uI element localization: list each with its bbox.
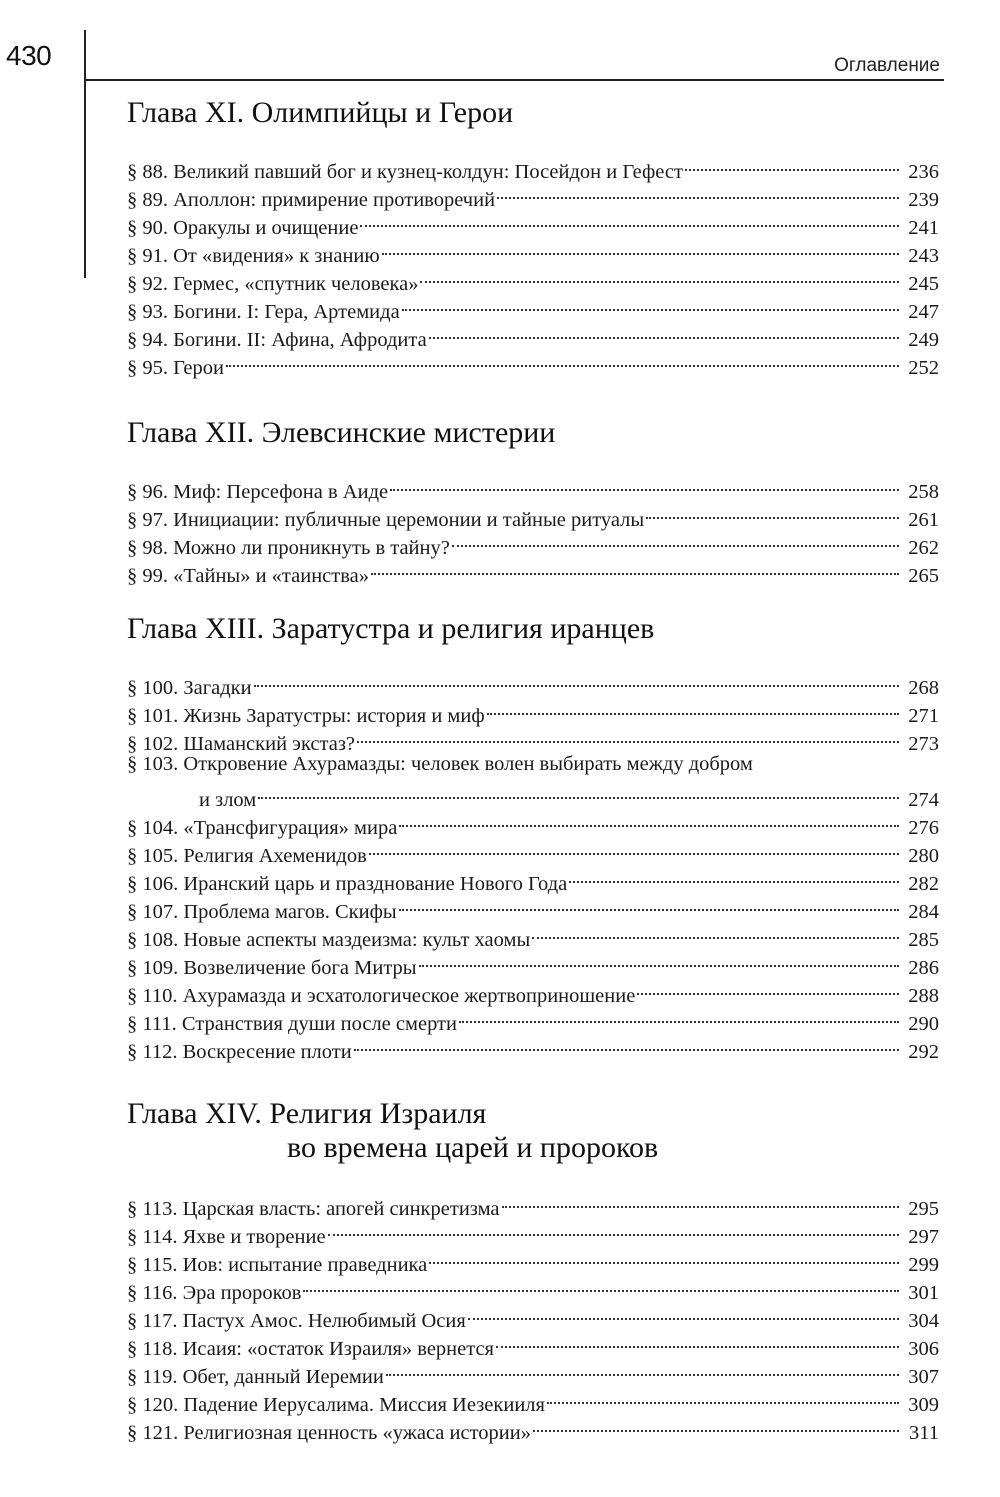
toc-entry[interactable] [127,666,939,699]
entry-title: § 93. Богини. I: Гера, Артемида [127,301,400,323]
dot-leader [386,1355,899,1383]
entry-page: 304 [908,1310,939,1332]
dot-leader [637,974,899,1002]
entry-title: § 100. Загадки [127,677,252,699]
dot-leader [646,498,899,526]
chapter-section [127,416,939,587]
entry-page: 292 [908,1041,939,1063]
dot-leader [382,234,899,262]
toc-entry[interactable] [127,470,939,503]
entry-page: 252 [908,357,939,379]
entry-page: 243 [908,245,939,267]
entry-page: 262 [908,537,939,559]
chapter-section [127,1097,939,1444]
entry-title: § 88. Великий павший бог и кузнец-колдун: Посейдон и Гефест [127,161,683,183]
dot-leader [303,1271,899,1299]
entry-title: § 110. Ахурамазда и эсхатологическое жертвоприношение [127,985,636,1007]
entry-title: § 104. «Трансфигурация» мира [127,817,398,839]
entry-title: § 107. Проблема магов. Скифы [127,901,397,923]
dot-leader [502,1187,899,1215]
chapter-title: Глава XII. Элевсинские мистерии [127,416,556,449]
entry-page: 295 [908,1198,939,1220]
toc-entry[interactable] [127,150,939,183]
entry-title: § 111. Странствия души после смерти [127,1013,457,1035]
entry-page: 284 [908,901,939,923]
entry-page: 258 [908,481,939,503]
running-head: Оглавление [834,55,940,76]
entry-page: 297 [908,1226,939,1248]
entry-title: § 103. Откровение Ахурамазды: человек волен выбирать между добром [127,753,753,775]
entry-page: 245 [908,273,939,295]
entry-title: § 102. Шаманский экстаз? [127,733,356,755]
entry-page: 285 [908,929,939,951]
dot-leader [547,1383,899,1411]
entry-list [127,666,939,1063]
entry-title-continuation: и злом [199,789,257,811]
dot-leader [369,834,899,862]
entry-page: 239 [908,189,939,211]
entry-title: § 99. «Тайны» и «таинства» [127,565,369,587]
entry-page: 273 [908,733,939,755]
entry-title: § 109. Возвеличение бога Митры [127,957,417,979]
dot-leader [468,1299,899,1327]
dot-leader [685,150,899,178]
dot-leader [429,318,899,346]
entry-page: 301 [908,1282,939,1304]
entry-page: 307 [908,1366,939,1388]
entry-title: § 113. Царская власть: апогей синкретизма [127,1198,500,1220]
entry-title: § 101. Жизнь Заратустры: история и миф [127,705,485,727]
entry-list [127,470,939,587]
entry-page: 236 [908,161,939,183]
entry-title: § 97. Инициации: публичные церемонии и тайные ритуалы [127,509,645,531]
entry-title: § 115. Иов: испытание праведника [127,1254,428,1276]
chapter-title: Глава XIII. Заратустра и религия иранцев [127,612,655,645]
toc-entry[interactable] [127,1187,939,1220]
dot-leader [226,346,899,374]
dot-leader [354,1030,899,1058]
dot-leader [452,526,899,554]
chapter-title-line2: во времена царей и пророков [287,1131,659,1164]
entry-page: 274 [908,789,939,811]
entry-page: 309 [908,1394,939,1416]
dot-leader [371,554,899,582]
dot-leader [360,206,899,234]
entry-page: 286 [908,957,939,979]
entry-page: 268 [908,677,939,699]
entry-title: § 105. Религия Ахеменидов [127,845,367,867]
entry-title: § 114. Яхве и творение [127,1226,326,1248]
entry-title: § 121. Религиозная ценность «ужаса истории» [127,1422,531,1444]
chapter-title-line1: Глава XIV. Религия Израиля [127,1097,487,1130]
entry-title: § 90. Оракулы и очищение [127,217,359,239]
dot-leader [399,806,899,834]
dot-leader [399,890,899,918]
entry-page: 276 [908,817,939,839]
entry-page: 265 [908,565,939,587]
dot-leader [533,1411,899,1439]
entry-title: § 96. Миф: Персефона в Аиде [127,481,389,503]
dot-leader [459,1002,899,1030]
chapter-section [127,96,939,379]
toc-entry[interactable] [127,750,939,811]
entry-title: § 112. Воскресение плоти [127,1041,352,1063]
entry-list [127,1187,939,1444]
chapter-title: Глава XI. Олимпийцы и Герои [127,96,514,129]
dot-leader [258,778,899,806]
entry-page: 271 [908,705,939,727]
dot-leader [569,862,899,890]
chapter-section [127,612,939,1063]
entry-title: § 108. Новые аспекты маздеизма: культ хаомы [127,929,531,951]
entry-page: 261 [908,509,939,531]
dot-leader [532,918,899,946]
entry-title: § 120. Падение Иерусалима. Миссия Иезекииля [127,1394,545,1416]
entry-page: 247 [908,301,939,323]
dot-leader [254,666,899,694]
entry-title: § 119. Обет, данный Иеремии [127,1366,384,1388]
entry-title: § 117. Пастух Амос. Нелюбимый Осия [127,1310,466,1332]
entry-title: § 91. От «видения» к знанию [127,245,380,267]
entry-page: 306 [908,1338,939,1360]
dot-leader [328,1215,899,1243]
dot-leader [429,1243,899,1271]
entry-title: § 98. Можно ли проникнуть в тайну? [127,537,450,559]
toc-entry[interactable] [127,346,939,379]
dot-leader [496,1327,899,1355]
entry-title: § 116. Эра пророков [127,1282,302,1304]
entry-page: 288 [908,985,939,1007]
chapter-title [127,1097,939,1165]
entry-page: 280 [908,845,939,867]
entry-page: 249 [908,329,939,351]
entry-title: § 94. Богини. II: Афина, Афродита [127,329,427,351]
dot-leader [357,722,899,750]
entry-title: § 92. Гермес, «спутник человека» [127,273,419,295]
entry-continuation-line [127,778,939,811]
entry-title: § 89. Аполлон: примирение противоречий [127,189,496,211]
entry-list [127,150,939,379]
entry-title: § 118. Исаия: «остаток Израиля» вернется [127,1338,494,1360]
entry-page: 282 [908,873,939,895]
dot-leader [419,946,899,974]
dot-leader [402,290,899,318]
dot-leader [487,694,899,722]
header-rule [84,79,944,81]
entry-title: § 106. Иранский царь и празднование Нового Года [127,873,568,895]
page-number: 430 [6,40,52,71]
entry-page: 290 [908,1013,939,1035]
dot-leader [497,178,899,206]
dot-leader [390,470,899,498]
entry-title: § 95. Герои [127,357,224,379]
dot-leader [420,262,899,290]
entry-page: 241 [908,217,939,239]
vertical-rule [84,30,86,278]
entry-page: 299 [908,1254,939,1276]
entry-page: 311 [909,1422,939,1444]
